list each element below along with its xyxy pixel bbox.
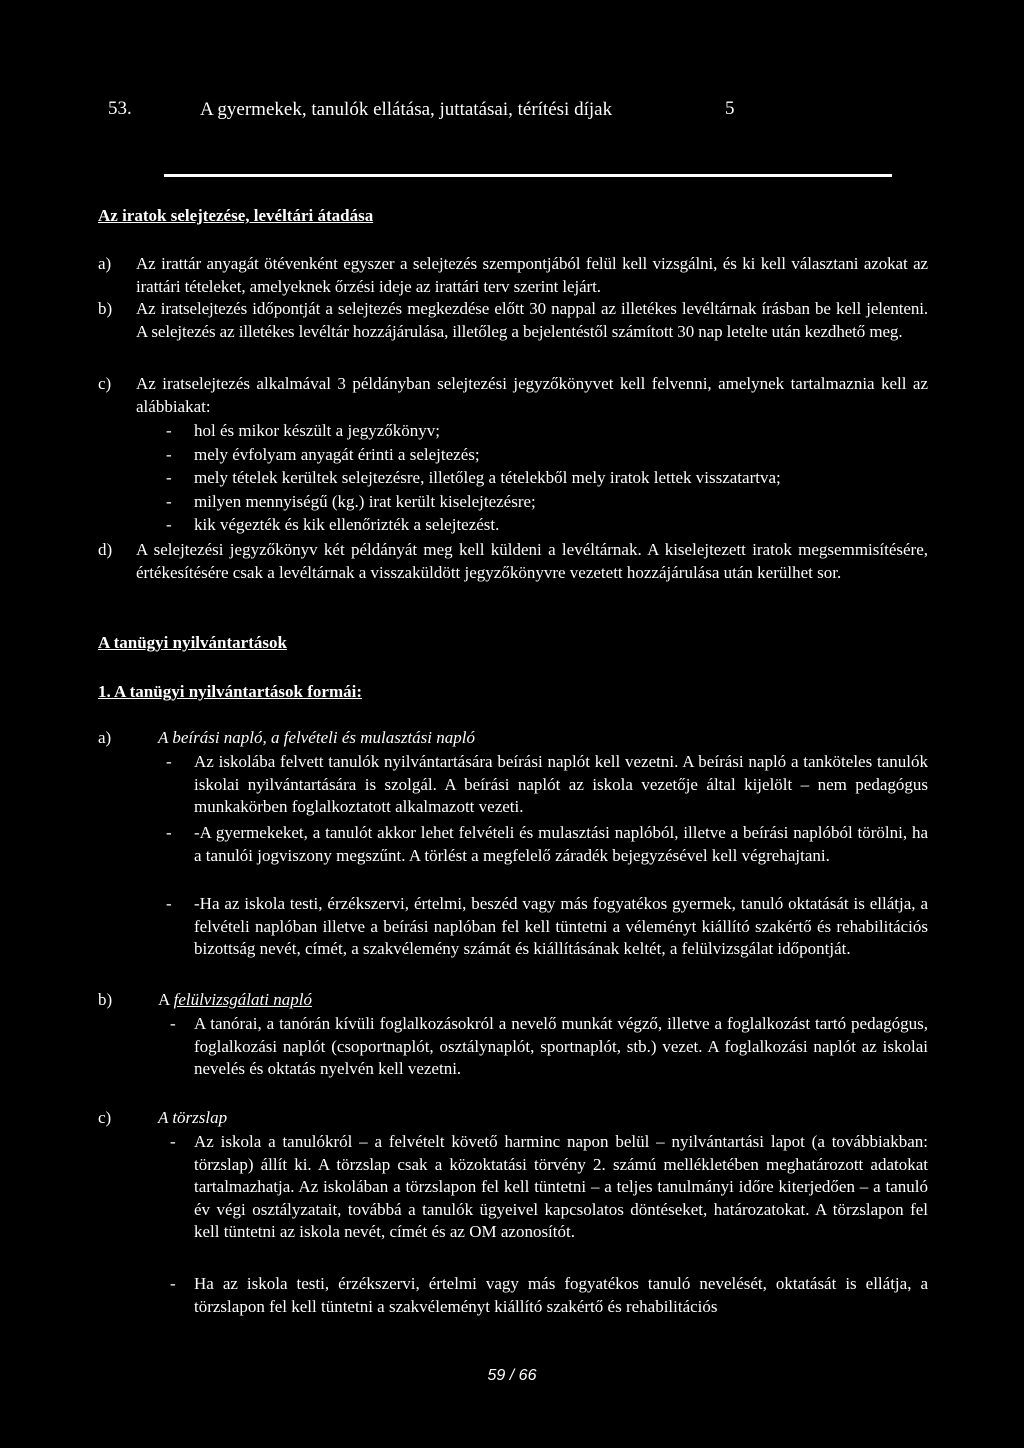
list-dash: - xyxy=(170,1132,176,1151)
subsection-heading: 1. A tanügyi nyilvántartások formái: xyxy=(98,682,362,701)
list-dash: - xyxy=(166,468,172,487)
item-label-b2: b) xyxy=(98,990,113,1009)
item-text-d: A selejtezési jegyzőkönyv két példányát meg kell küldeni a levéltárnak. A kiselejtezett iratok megsemmisítésére, értékesítésére csak a levéltárnak a visszaküldött jegyzőkönyvre vezetett hozzájárulása után kerülhet sor. xyxy=(136,540,928,582)
list-dash: - xyxy=(166,894,172,913)
item-text-c: Az iratselejtezés alkalmával 3 példányban selejtezési jegyzőkönyvet kell felvenni, amelynek tartalmaznia kell az alábbiakat: xyxy=(136,374,928,416)
list-dash: - xyxy=(170,1014,176,1033)
title-prefix: A xyxy=(158,990,174,1009)
chapter-page: 5 xyxy=(725,98,735,119)
item-label-c: c) xyxy=(98,374,112,393)
item-label-a2: a) xyxy=(98,728,112,747)
list-item: -A gyermekeket, a tanulót akkor lehet felvételi és mulasztási naplóból, illetve a beírási naplóból törölni, ha a tanulói jogviszony megszűnt. A törlést a megfelelő záradék bejegyzésével kell végrehajtani. xyxy=(194,823,928,865)
item-title-felulvizsgalati xyxy=(158,989,918,1012)
item-label-a: a) xyxy=(98,254,112,273)
list-item: -Ha az iskola testi, érzékszervi, értelmi, beszéd vagy más fogyatékos gyermek, tanuló oktatását is ellátja, a felvételi naplóban illetve a beírási naplóban fel kell tüntetni a véleményt kiállító szakértő és rehabilitációs bizottság nevét, címét, a szakvélemény számát és kiállításának keltét, a felülvizsgálat időpontját. xyxy=(194,894,928,958)
list-item: A tanórai, a tanórán kívüli foglalkozásokról a nevelő munkát végző, illetve a foglalkozást tartó pedagógus, foglalkozási naplót (csoportnaplót, osztálynaplót, sportnaplót, stb.) vezet. A foglalkozási naplót az iskolai nevelés és oktatás nyelvén kell vezetni. xyxy=(194,1014,928,1078)
list-item: Az iskola a tanulókról – a felvételt követő harminc napon belül – nyilvántartási lapot (a továbbiakban: törzslap) állít ki. A törzslap csak a közoktatási törvény 2. számú mellékletében meghatározott adatokat tartalmazhatja. Az iskolában a törzslapon fel kell tüntetni – a teljes tanulmányi időre kiterjedően – a tanuló év végi osztályzatait, továbbá a tanulók ügyeivel kapcsolatos döntéseket, határozatokat. A törzslapon fel kell tüntetni az iskola nevét, címét és az OM azonosítót. xyxy=(194,1132,928,1241)
chapter-number: 53. xyxy=(108,98,132,119)
chapter-title: A gyermekek, tanulók ellátása, juttatásai, térítési díjak xyxy=(200,99,613,120)
page-number: 59 / 66 xyxy=(487,1367,537,1384)
item-label-c2: c) xyxy=(98,1108,112,1127)
list-item: kik végezték és kik ellenőrizték a selejtezést. xyxy=(194,515,500,534)
list-item: mely tételek kerültek selejtezésre, illetőleg a tételekből mely iratok lettek visszatartva; xyxy=(194,468,781,487)
item-title-torzslap: A törzslap xyxy=(158,1108,228,1127)
header-divider xyxy=(164,174,892,177)
item-text-a: Az irattár anyagát ötévenként egyszer a selejtezés szempontjából felül kell vizsgálni, és ki kell választani azokat az irattári tételeket, amelyeknek őrzési ideje az irattári terv szerint lejárt. xyxy=(136,254,928,296)
list-item: milyen mennyiségű (kg.) irat került kiselejtezésre; xyxy=(194,492,536,511)
list-item: Ha az iskola testi, érzékszervi, értelmi vagy más fogyatékos tanuló nevelését, oktatását is ellátja, a törzslapon fel kell tüntetni a szakvéleményt kiállító szakértő és rehabilitációs xyxy=(194,1274,928,1316)
item-label-d: d) xyxy=(98,540,113,559)
item-label-b: b) xyxy=(98,299,113,318)
list-dash: - xyxy=(170,1274,176,1293)
section-heading-tanugyi: A tanügyi nyilvántartások xyxy=(98,633,287,652)
list-item: Az iskolába felvett tanulók nyilvántartására beírási naplót kell vezetni. A beírási napló a tanköteles tanulók iskolai nyilvántartására is szolgál. A beírási naplót az iskola vezetője által kijelölt – nem pedagógus munkakörben foglalkoztatott alkalmazott vezeti. xyxy=(194,752,928,816)
list-item: mely évfolyam anyagát érinti a selejtezés; xyxy=(194,445,480,464)
list-dash: - xyxy=(166,752,172,771)
list-dash: - xyxy=(166,515,172,534)
list-dash: - xyxy=(166,421,172,440)
list-dash: - xyxy=(166,823,172,842)
section-heading-iratok: Az iratok selejtezése, levéltári átadása xyxy=(98,206,374,225)
item-title-beirasi-naplo: A beírási napló, a felvételi és mulasztási napló xyxy=(158,728,475,747)
list-item: hol és mikor készült a jegyzőkönyv; xyxy=(194,421,440,440)
item-text-b: Az iratselejtezés időpontját a selejtezés megkezdése előtt 30 nappal az illetékes levéltárnak írásban be kell jelenteni. A selejtezés az illetékes levéltár hozzájárulása, illetőleg a bejelentéstől számított 30 nap letelte után kezdhető meg. xyxy=(136,299,928,341)
title-text: felülvizsgálati napló xyxy=(173,990,312,1009)
list-dash: - xyxy=(166,445,172,464)
list-dash: - xyxy=(166,492,172,511)
